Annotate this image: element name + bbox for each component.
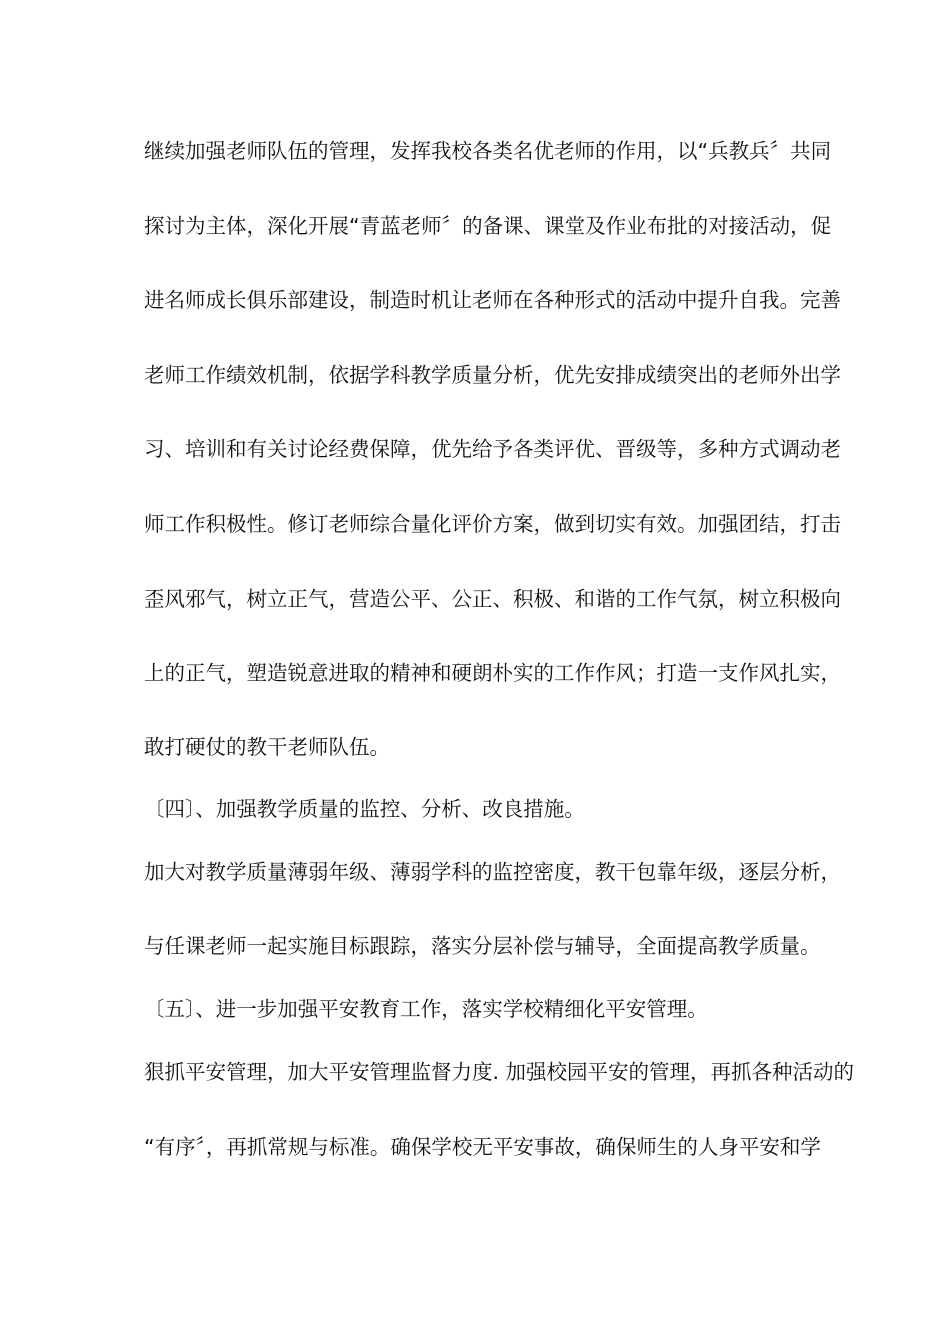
paragraph-line: 进名师成长俱乐部建设，制造时机让老师在各种形式的活动中提升自我。完善 (144, 288, 841, 312)
section-heading: 〔五〕、进一步加强平安教育工作，落实学校精细化平安管理。 (144, 997, 708, 1021)
paragraph-line: 继续加强老师队伍的管理，发挥我校各类名优老师的作用，以“兵教兵〞共同 (144, 139, 832, 163)
paragraph-line: 歪风邪气，树立正气，营造公平、公正、积极、和谐的工作气氛，树立积极向 (144, 587, 841, 611)
paragraph-line: 老师工作绩效机制，依据学科教学质量分析，优先安排成绩突出的老师外出学 (144, 363, 841, 387)
paragraph-line: 师工作积极性。修订老师综合量化评价方案，做到切实有效。加强团结，打击 (144, 512, 841, 536)
paragraph-line: 加大对教学质量薄弱年级、薄弱学科的监控密度，教干包靠年级，逐层分析， (144, 860, 841, 884)
paragraph-line: 狠抓平安管理，加大平安管理监督力度. 加强校园平安的管理，再抓各种活动的 (144, 1060, 855, 1084)
section-heading: 〔四〕、加强教学质量的监控、分析、改良措施。 (144, 797, 585, 821)
paragraph-line: 上的正气，塑造锐意进取的精神和硬朗朴实的工作作风；打造一支作风扎实， (144, 661, 841, 685)
paragraph-line: 习、培训和有关讨论经费保障，优先给予各类评优、晋级等，多种方式调动老 (144, 437, 841, 461)
paragraph-line: “有序〞，再抓常规与标准。确保学校无平安事故，确保师生的人身平安和学 (144, 1135, 821, 1159)
paragraph-line: 探讨为主体，深化开展“青蓝老师〞的备课、课堂及作业布批的对接活动，促 (144, 214, 832, 238)
paragraph-line: 与任课老师一起实施目标跟踪，落实分层补偿与辅导，全面提高教学质量。 (144, 934, 821, 958)
paragraph-line: 敢打硬仗的教干老师队伍。 (144, 735, 390, 759)
